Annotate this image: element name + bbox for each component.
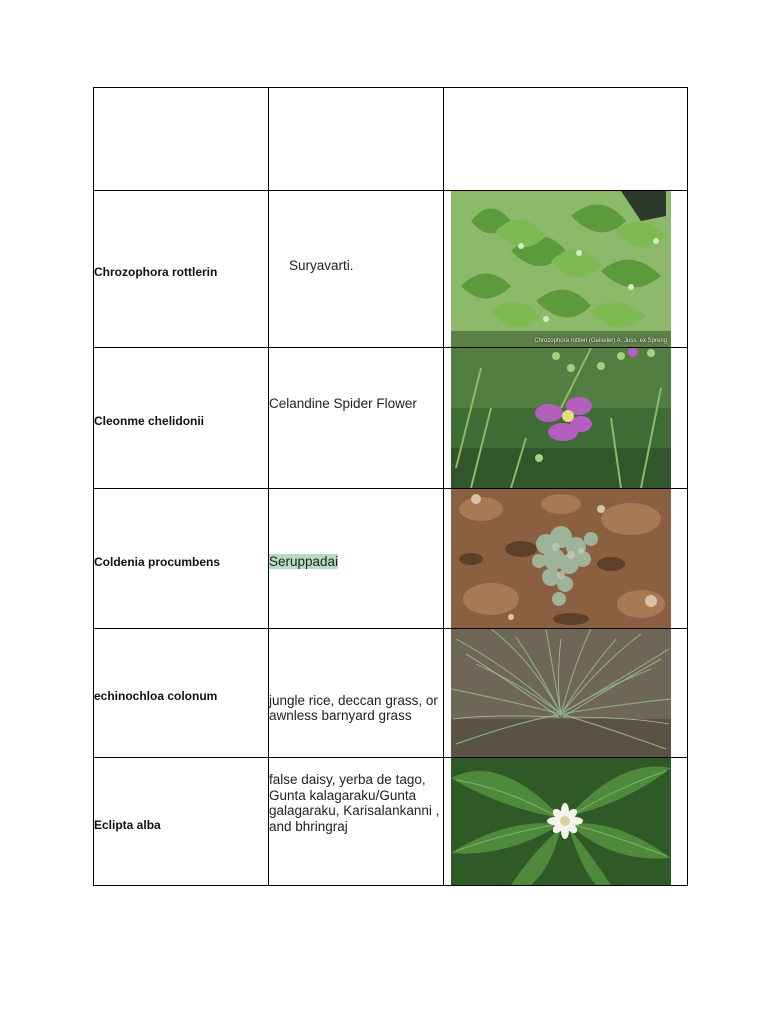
image-credit: Chrozophora rottleri (Geiseler) A. Juss. ex Spreng [534,338,667,344]
scientific-name: echinochloa colonum [94,629,269,758]
plant-image-cell [444,758,688,886]
common-name-text: Celandine Spider Flower [269,396,417,412]
coldenia-ground-photo [451,489,671,628]
common-name [269,348,444,489]
table-row [94,489,688,629]
table-row [94,758,688,886]
plant-image-cell [444,629,688,758]
table-header-row [94,88,688,191]
header-cell-1 [94,88,269,191]
scientific-name: Chrozophora rottlerin [94,191,269,348]
scientific-name: Coldenia procumbens [94,489,269,629]
table-row [94,629,688,758]
scientific-name: Eclipta alba [94,758,269,886]
cleome-flower-photo [451,348,671,488]
plant-image-cell [444,348,688,489]
table-row [94,191,688,348]
scientific-name: Cleonme chelidonii [94,348,269,489]
highlighted-common-name: Seruppadai [269,553,339,569]
eclipta-flower-photo [451,758,671,885]
common-name-text: jungle rice, deccan grass, or awnless barnyard grass [269,692,438,723]
plant-image-cell [444,191,688,348]
common-name [269,191,444,348]
grass-tuft-photo [451,629,671,757]
common-name [269,629,444,758]
header-cell-2 [269,88,444,191]
plant-table [93,87,688,886]
common-name-text: false daisy, yerba de tago, Gunta kalagaraku/Gunta galagaraku, Karisalankanni , and bhringraj [269,772,440,834]
header-cell-3 [444,88,688,191]
table-row [94,348,688,489]
common-name [269,758,444,886]
common-name [269,489,444,629]
chrozophora-plant-photo [451,191,671,347]
common-name-text: Suryavarti. [289,258,354,273]
plant-image-cell [444,489,688,629]
